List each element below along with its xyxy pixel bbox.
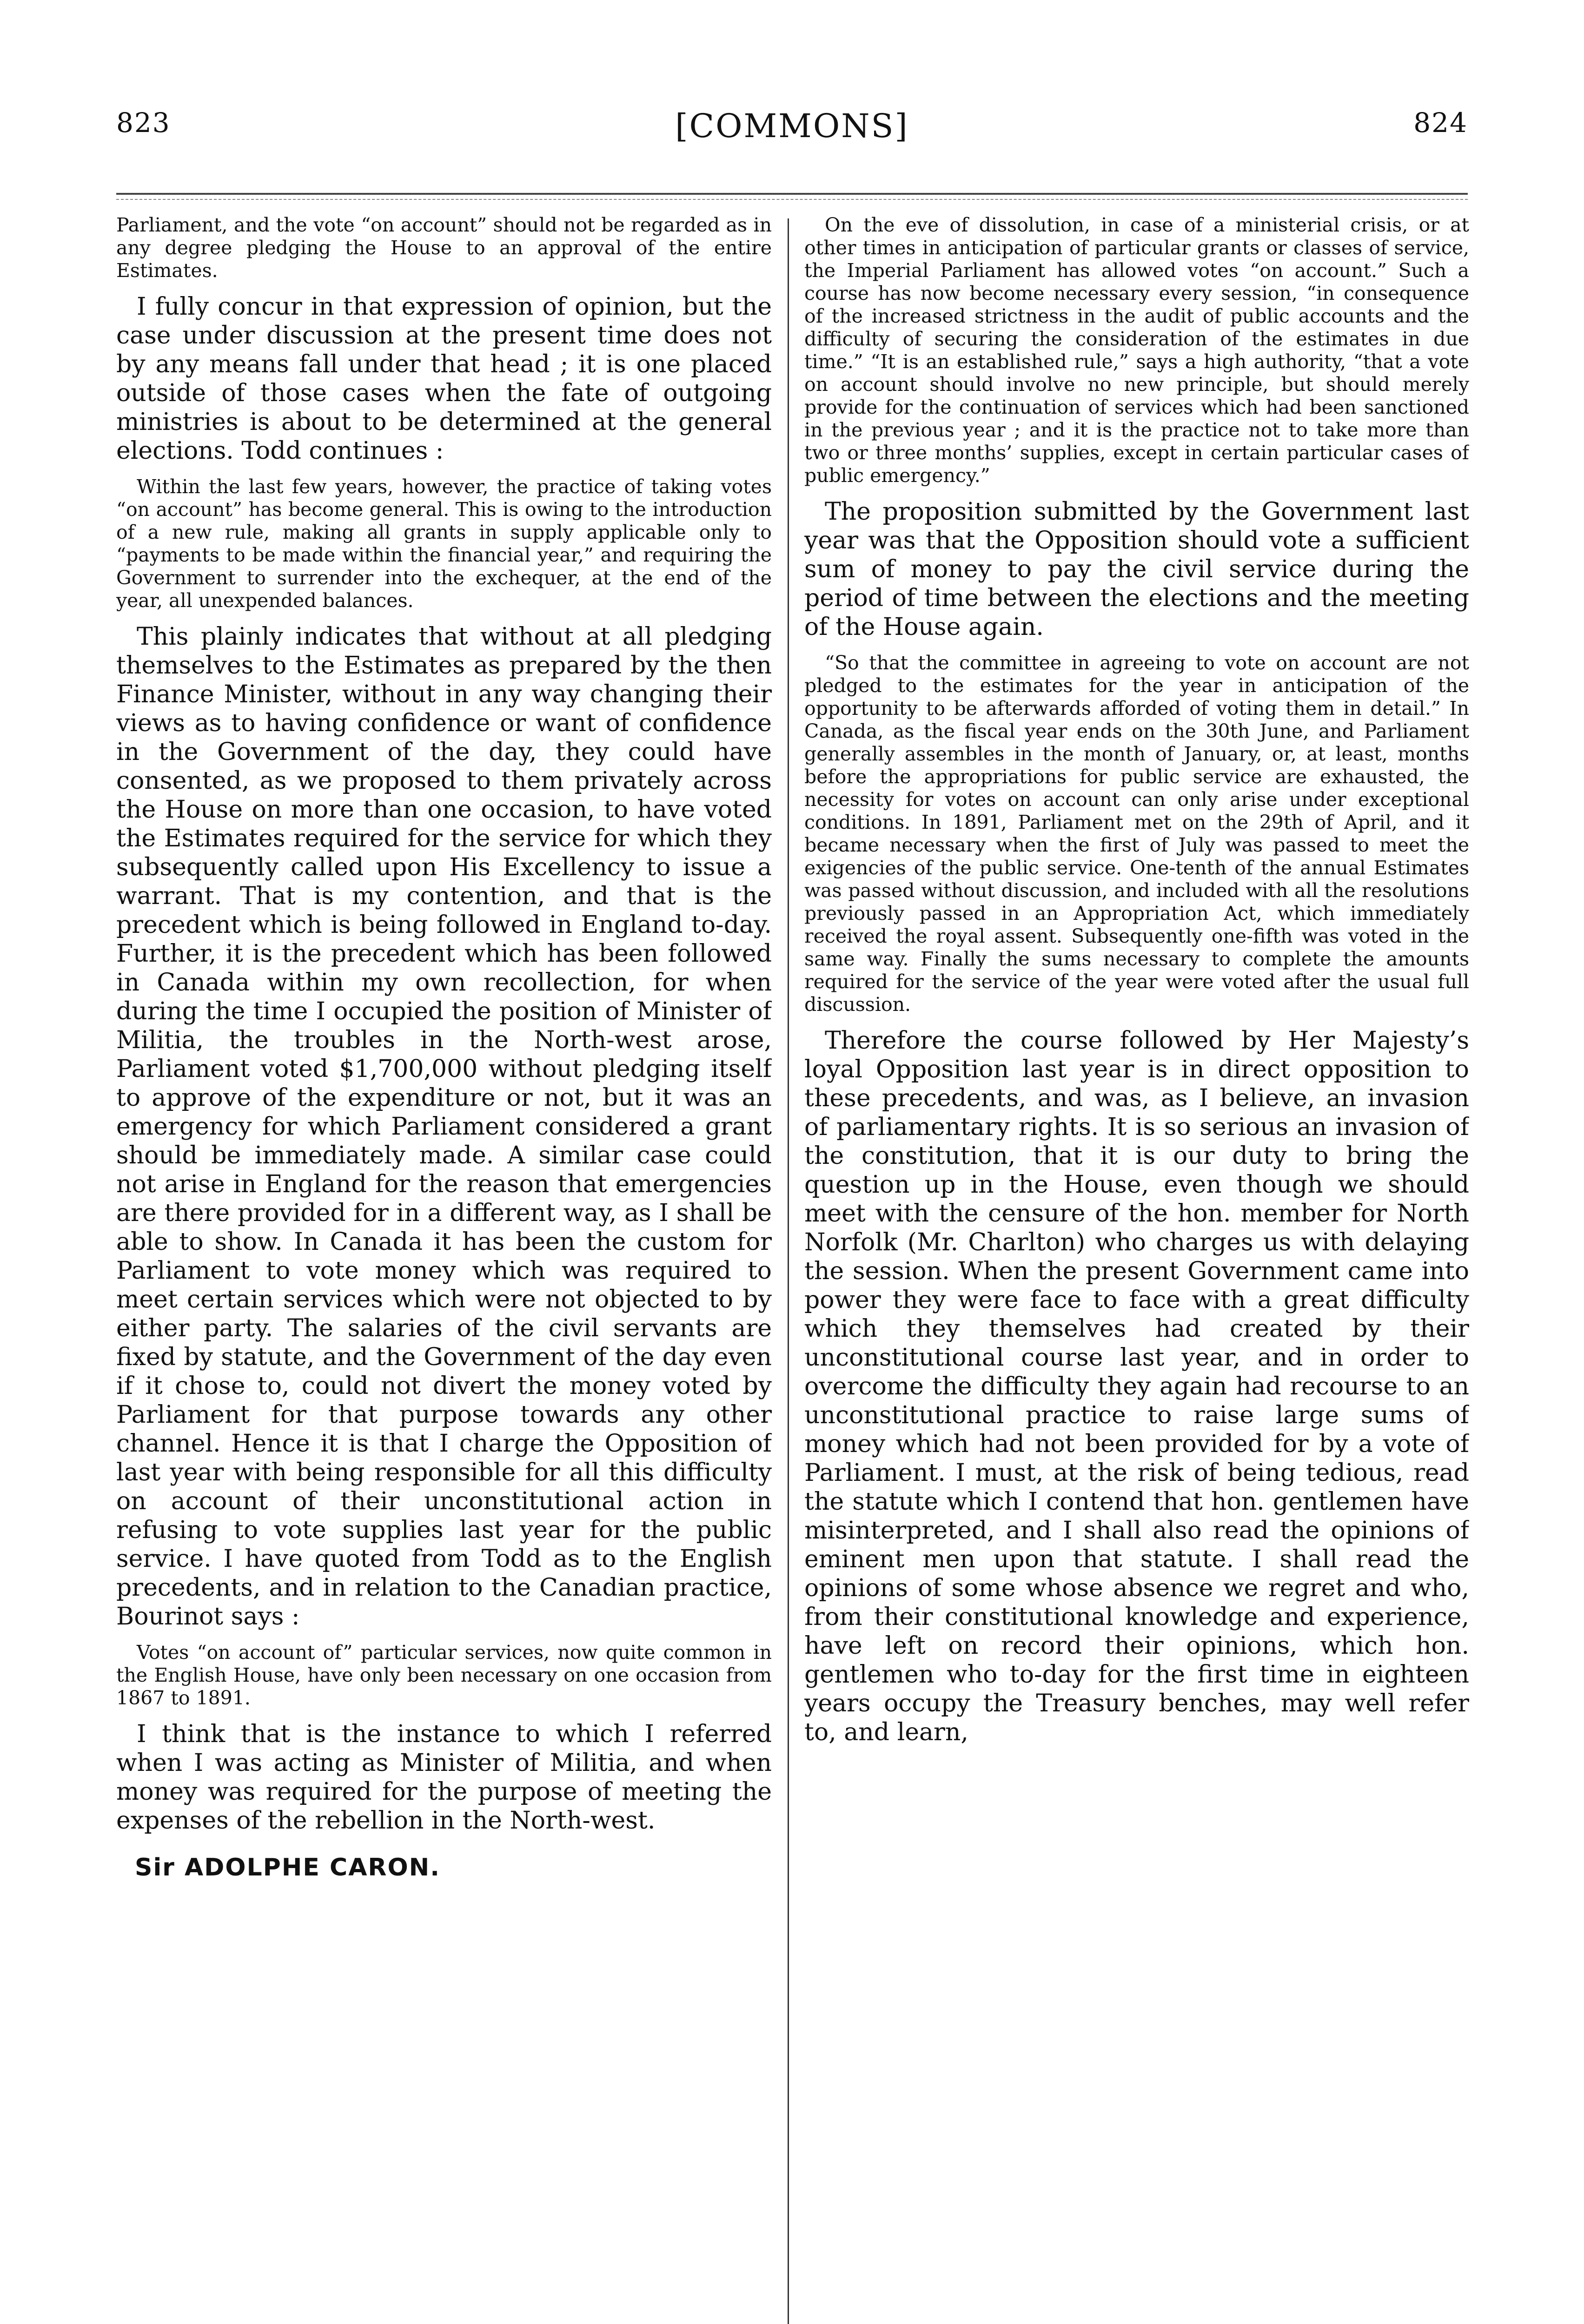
page-number-left: 823	[116, 107, 171, 139]
running-title: [COMMONS]	[675, 107, 909, 145]
left-column	[116, 214, 772, 2324]
speech-paragraph: I think that is the instance to which I referred when I was acting as Minister of Militia, and when money was required for the purpose of meeting the expenses of the rebellion in the North-west.	[116, 1720, 772, 1835]
page-number-right: 824	[1413, 107, 1468, 139]
right-column	[804, 214, 1469, 2324]
speech-paragraph: I fully concur in that expression of opinion, but the case under discussion at the present time does not by any means fall under that head ; it is one placed outside of those cases when the fate of outgoing ministries is about to be determined at the general elections. Todd continues :	[116, 293, 772, 465]
header-rule	[116, 193, 1468, 195]
header-rule-dashed	[116, 199, 1468, 200]
speech-paragraph: The proposition submitted by the Government last year was that the Opposition should vote a sufficient sum of money to pay the civil service during the period of time between the elections and the meeting of the House again.	[804, 498, 1469, 641]
speaker-signature: Sir ADOLPHE CARON.	[135, 1854, 440, 1882]
quotation-canada: “So that the committee in agreeing to vote on account are not pledged to the estimates for the year in anticipation of the opportunity to be afterwards afforded of voting them in detail.” In Canada, as the fiscal year ends on the 30th June, and Parliament generally assembles in the month of January, or, at least, months before the appropriations for public service are exhausted, the necessity for votes on account can only arise under exceptional conditions. In 1891, Parliament met on the 29th of April, and it became necessary when the first of July was passed to meet the exigencies of the public service. One-tenth of the annual Estimates was passed without discussion, and included with all the resolutions previously passed in an Appropriation Act, which immediately received the royal assent. Subsequently one-fifth was voted in the same way. Finally the sums necessary to complete the amounts required for the service of the year were voted after the usual full discussion.	[804, 652, 1469, 1016]
column-divider	[788, 218, 789, 2324]
speech-paragraph: Therefore the course followed by Her Majesty’s loyal Opposition last year is in direct opposition to these precedents, and was, as I believe, an invasion of parliamentary rights. It is so serious an invasion of the constitution, that it is our duty to bring the question up in the House, even though we should meet with the censure of the hon. member for North Norfolk (Mr. Charlton) who charges us with delaying the session. When the present Government came into power they were face to face with a great difficulty which they themselves had created by their unconstitutional course last year, and in order to overcome the difficulty they again had recourse to an unconstitutional practice to raise large sums of money which had not been provided for by a vote of Parliament. I must, at the risk of being tedious, read the statute which I contend that hon. gentlemen have misinterpreted, and I shall also read the opinions of eminent men upon that statute. I shall read the opinions of some whose absence we regret and who, from their constitutional knowledge and experience, have left on record their opinions, which hon. gentlemen who to-day for the first time in eighteen years occupy the Treasury benches, may well refer to, and learn,	[804, 1027, 1469, 1746]
quotation-todd: Within the last few years, however, the practice of taking votes “on account” has become general. This is owing to the introduction of a new rule, making all grants in supply applicable only to “payments to be made within the financial year,” and requiring the Government to surrender into the exchequer, at the end of the year, all unexpended balances.	[116, 475, 772, 612]
speech-paragraph: This plainly indicates that without at all pledging themselves to the Estimates as prepared by the then Finance Minister, without in any way changing their views as to having confidence or want of confidence in the Government of the day, they could have consented, as we proposed to them privately across the House on more than one occasion, to have voted the Estimates required for the service for which they subsequently called upon His Excellency to issue a warrant. That is my contention, and that is the precedent which is being followed in England to-day. Further, it is the precedent which has been followed in Canada within my own recollection, for when during the time I occupied the position of Minister of Militia, the troubles in the North-west arose, Parliament voted $1,700,000 without pledging itself to approve of the expenditure or not, but it was an emergency for which Parliament considered a grant should be immediately made. A similar case could not arise in England for the reason that emergencies are there provided for in a different way, as I shall be able to show. In Canada it has been the custom for Parliament to vote money which was required to meet certain services which were not objected to by either party. The salaries of the civil servants are fixed by statute, and the Government of the day even if it chose to, could not divert the money voted by Parliament for that purpose towards any other channel. Hence it is that I charge the Opposition of last year with being responsible for all this difficulty on account of their unconstitutional action in refusing to vote supplies last year for the public service. I have quoted from Todd as to the English precedents, and in relation to the Canadian practice, Bourinot says :	[116, 623, 772, 1631]
page-header	[116, 107, 1468, 158]
continued-quote: Parliament, and the vote “on account” should not be regarded as in any degree pledging the House to an approval of the entire Estimates.	[116, 214, 772, 282]
quotation-bourinot: Votes “on account of” particular services, now quite common in the English House, have only been necessary on one occasion from 1867 to 1891.	[116, 1641, 772, 1709]
quotation-continued: On the eve of dissolution, in case of a ministerial crisis, or at other times in anticipation of particular grants or classes of service, the Imperial Parliament has allowed votes “on account.” Such a course has now become necessary every session, “in consequence of the increased strictness in the audit of public accounts and the difficulty of securing the consideration of the estimates in due time.” “It is an established rule,” says a high authority, “that a vote on account should involve no new principle, but should merely provide for the continuation of services which had been sanctioned in the previous year ; and it is the practice not to take more than two or three months’ supplies, except in certain particular cases of public emergency.”	[804, 214, 1469, 487]
